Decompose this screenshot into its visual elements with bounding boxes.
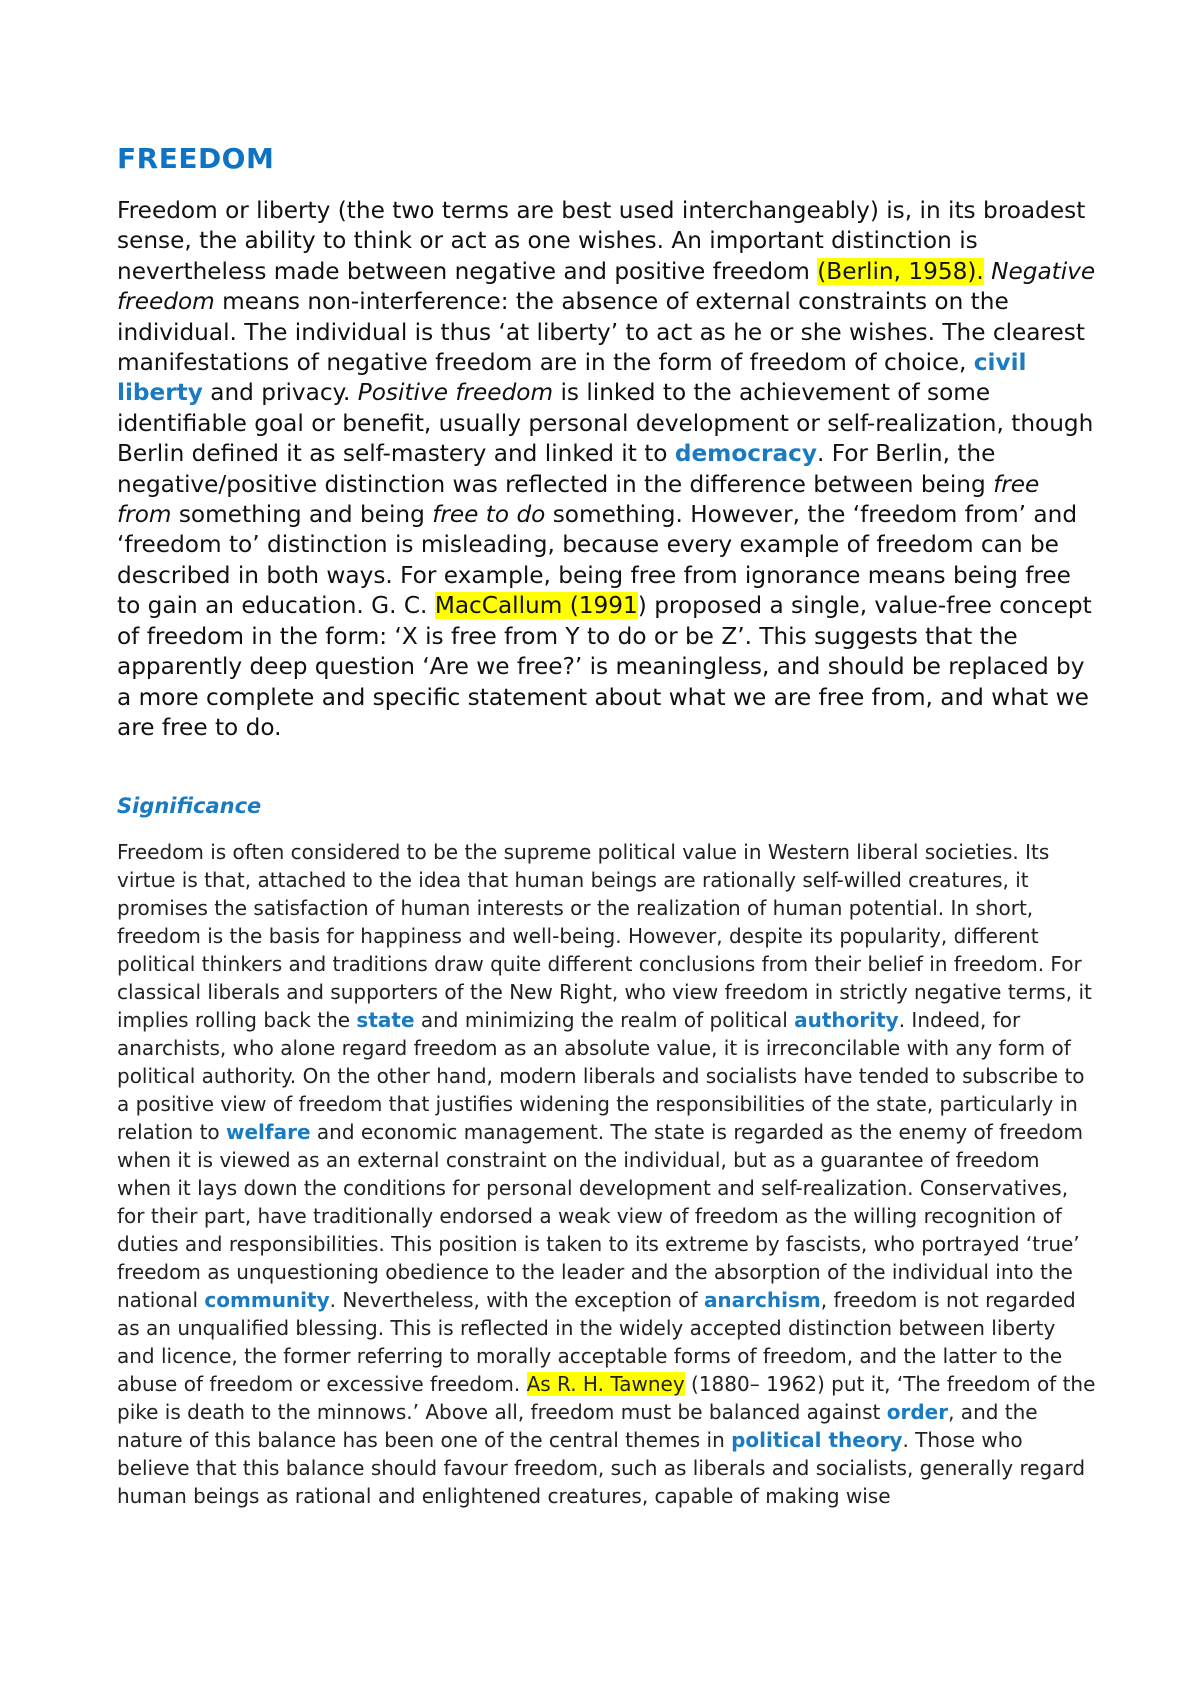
keyword-link-welfare[interactable]: welfare: [226, 1120, 311, 1144]
keyword-link-anarchism[interactable]: anarchism: [703, 1288, 821, 1312]
text-run: . Indeed, for anarchists, who alone regard freedom as an absolute value, it is irreconcilable with any form of political authority. On the other hand, modern liberals and socialists have tended to subscribe to a positive view of freedom that justifies widening the responsibilities of the state, particularly in relation to: [117, 1008, 1085, 1144]
text-run: something. However, the ‘freedom from’ and ‘freedom to’ distinction is misleading, because every example of freedom can be described in both ways. For example, being free from ignorance means being free to gain an education. G. C.: [117, 501, 1078, 620]
italic-term-free-to-do: free to do: [432, 501, 546, 529]
italic-term-negative-freedom: Negative freedom: [117, 257, 1096, 316]
definition-paragraph: [117, 196, 1097, 743]
text-run: (1880– 1962) put it, ‘The freedom of the pike is death to the minnows.’ Above all, freedom must be balanced against: [117, 1372, 1096, 1424]
significance-paragraph: [117, 838, 1097, 1510]
document-title: FREEDOM: [117, 142, 275, 175]
text-run: . For Berlin, the negative/positive distinction was reflected in the difference between being: [117, 440, 996, 498]
keyword-link-order[interactable]: order: [886, 1400, 949, 1424]
text-run: and economic management. The state is regarded as the enemy of freedom when it is viewed as an external constraint on the individual, but as a guarantee of freedom when it lays down the conditions for personal development and self-realization. Conservatives, for their part, have traditionally endorsed a weak view of freedom as the willing recognition of duties and responsibilities. This position is taken to its extreme by fascists, who portrayed ‘true’ freedom as unquestioning obedience to the leader and the absorption of the individual into the national: [117, 1120, 1083, 1312]
significance-heading: Significance: [117, 794, 262, 818]
italic-term-positive-freedom: Positive freedom: [357, 379, 554, 407]
text-run: , freedom is not regarded as an unqualified blessing. This is reflected in the widely accepted distinction between liberty and licence, the former referring to morally acceptable forms of freedom, and the latter to the abuse of freedom or excessive freedom.: [117, 1288, 1076, 1396]
keyword-link-state[interactable]: state: [356, 1008, 415, 1032]
text-run: , and the nature of this balance has been one of the central themes in: [117, 1400, 1038, 1452]
text-run: . Nevertheless, with the exception of: [329, 1288, 704, 1312]
keyword-link-political-theory[interactable]: political theory: [731, 1428, 903, 1452]
text-run: and privacy.: [202, 379, 358, 407]
keyword-link-authority[interactable]: authority: [794, 1008, 899, 1032]
text-run: and minimizing the realm of political: [414, 1008, 795, 1032]
highlight-berlin-citation: (Berlin, 1958).: [817, 257, 984, 285]
text-run: something and being: [171, 501, 433, 529]
highlight-maccallum-citation: MacCallum (1991: [434, 592, 638, 620]
keyword-link-community[interactable]: community: [204, 1288, 330, 1312]
text-run: is linked to the achievement of some identifiable goal or benefit, usually personal development or self-realization, though Berlin defined it as self-mastery and linked it to: [117, 379, 1094, 468]
text-run: Freedom is often considered to be the supreme political value in Western liberal societies. Its virtue is that, attached to the idea that human beings are rationally self-willed creatures, it promises the satisfaction of human interests or the realization of human potential. In short, freedom is the basis for happiness and well-being. However, despite its popularity, different political thinkers and traditions draw quite different conclusions from their belief in freedom. For classical liberals and supporters of the New Right, who view freedom in strictly negative terms, it implies rolling back the: [117, 840, 1092, 1032]
italic-term-free-from: free from: [117, 470, 1040, 529]
text-run: ) proposed a single, value-free concept of freedom in the form: ‘X is free from Y to do or be Z’. This suggests that the apparently deep question ‘Are we free?’ is meaningless, and should be replaced by a more complete and specific statement about what we are free from, and what we are free to do.: [117, 592, 1092, 741]
text-run: . Those who believe that this balance should favour freedom, such as liberals and socialists, generally regard human beings as rational and enlightened creatures, capable of making wise: [117, 1428, 1086, 1508]
highlight-tawney-citation: As R. H. Tawney: [526, 1372, 685, 1396]
text-run: Freedom or liberty (the two terms are best used interchangeably) is, in its broadest sense, the ability to think or act as one wishes. An important distinction is nevertheless made between negative and positive freedom: [117, 197, 1086, 285]
text-run: means non-interference: the absence of external constraints on the individual. The individual is thus ‘at liberty’ to act as he or she wishes. The clearest manifestations of negative freedom are in the form of freedom of choice,: [117, 288, 1085, 377]
keyword-link-democracy[interactable]: democracy: [674, 440, 817, 468]
keyword-link-civil-liberty[interactable]: civil liberty: [117, 349, 1027, 407]
